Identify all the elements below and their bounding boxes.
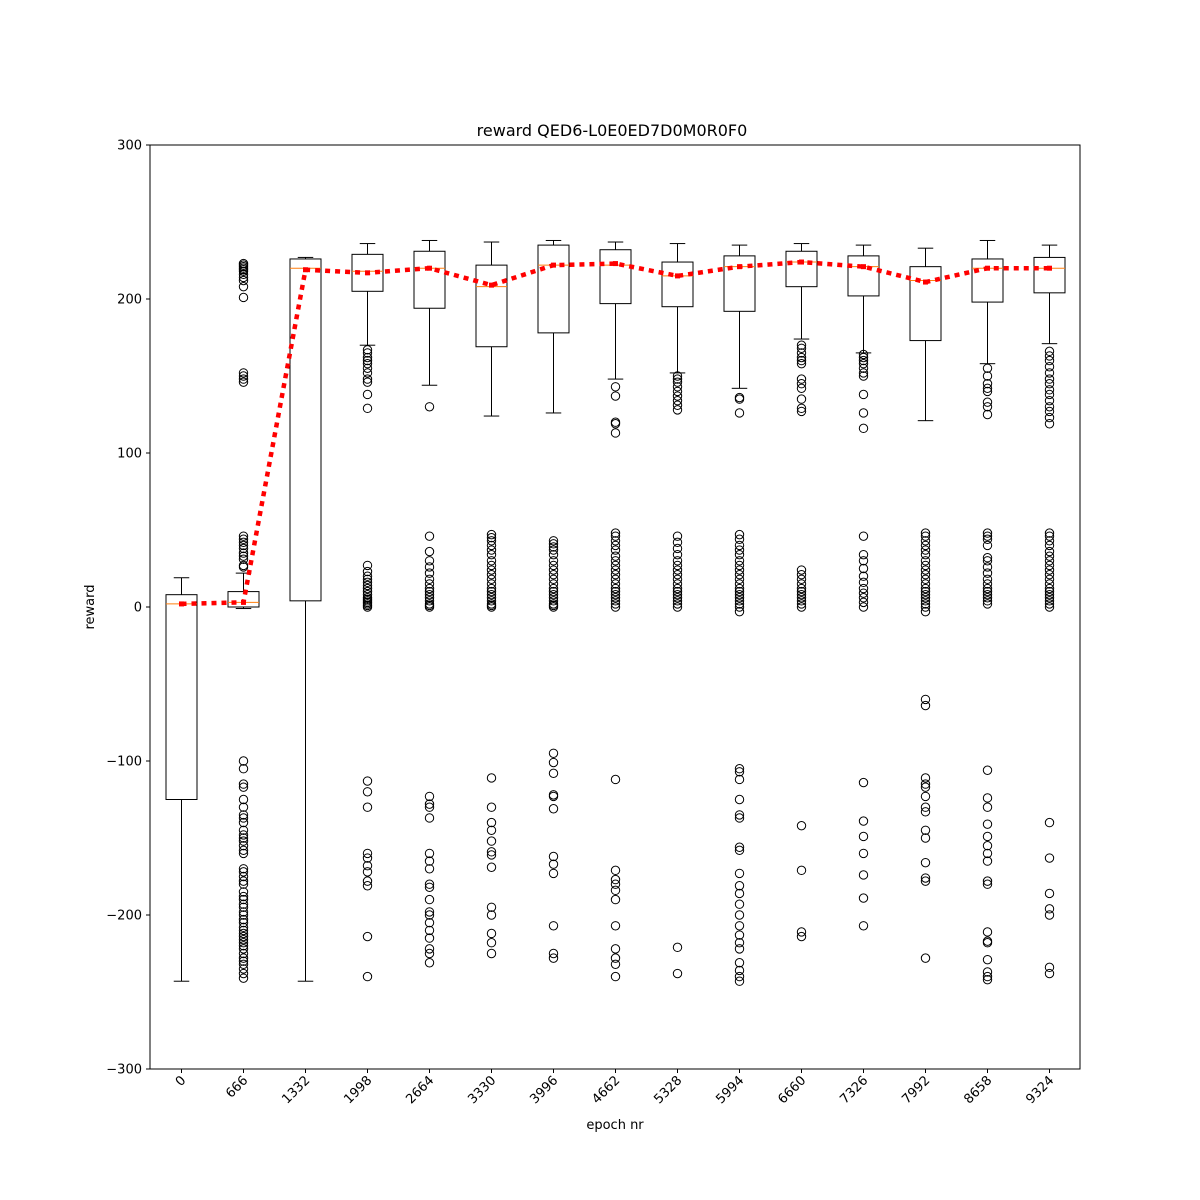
mean-marker — [613, 261, 618, 266]
y-tick-label: −100 — [106, 754, 142, 770]
x-tick-label: 1998 — [341, 1073, 376, 1108]
mean-marker — [1047, 266, 1052, 271]
y-tick-label: 200 — [117, 292, 142, 308]
x-tick-label: 9324 — [1023, 1073, 1058, 1108]
x-tick-label: 5328 — [651, 1073, 686, 1108]
mean-marker — [737, 264, 742, 269]
y-tick-label: −300 — [106, 1062, 142, 1078]
chart-title: reward QED6-L0E0ED7D0M0R0F0 — [476, 121, 748, 140]
x-tick-label: 6660 — [775, 1073, 810, 1108]
mean-marker — [861, 264, 866, 269]
x-tick-label: 5994 — [713, 1073, 748, 1108]
x-tick-label: 3996 — [527, 1073, 562, 1108]
mean-marker — [365, 270, 370, 275]
x-tick-label: 2664 — [403, 1073, 438, 1108]
x-axis-label: epoch nr — [586, 1118, 644, 1133]
y-tick-label: −200 — [106, 908, 142, 924]
y-tick-label: 0 — [133, 600, 142, 616]
mean-marker — [489, 283, 494, 288]
x-tick-label: 666 — [223, 1073, 252, 1102]
y-axis-label: reward — [83, 584, 98, 630]
mean-marker — [799, 260, 804, 265]
mean-marker — [985, 266, 990, 271]
y-tick-label: 100 — [117, 446, 142, 462]
y-tick-label: 300 — [117, 138, 142, 154]
x-tick-label: 7326 — [837, 1073, 872, 1108]
mean-marker — [241, 600, 246, 605]
x-tick-label: 3330 — [465, 1073, 500, 1108]
mean-marker — [923, 280, 928, 285]
mean-marker — [551, 263, 556, 268]
x-tick-label: 1332 — [279, 1073, 314, 1108]
x-tick-label: 7992 — [899, 1073, 934, 1108]
mean-marker — [303, 267, 308, 272]
x-tick-label: 8658 — [961, 1073, 996, 1108]
mean-marker — [675, 273, 680, 278]
mean-marker — [427, 266, 432, 271]
x-tick-label: 0 — [172, 1073, 190, 1090]
x-tick-label: 4662 — [589, 1073, 624, 1108]
mean-marker — [179, 601, 184, 606]
